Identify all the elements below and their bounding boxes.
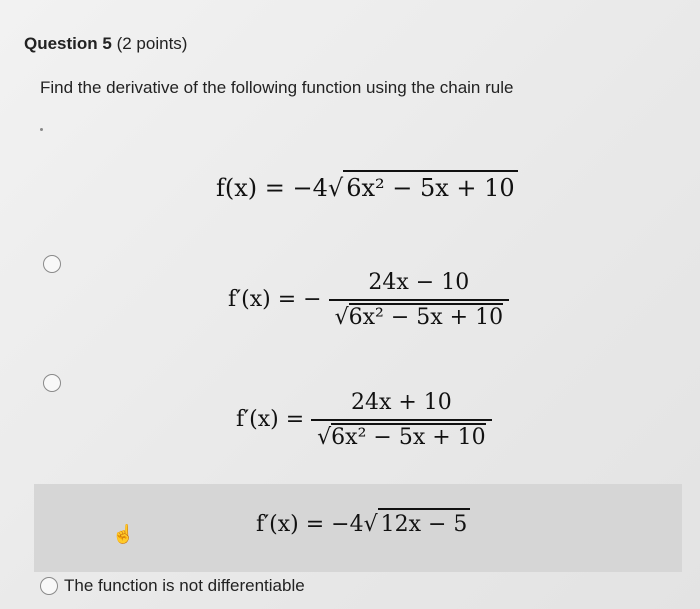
question-points: (2 points) — [116, 34, 188, 53]
function-radicand: 6x² − 5x + 10 — [343, 170, 518, 202]
stray-dot — [40, 128, 43, 131]
option-a-fraction — [329, 270, 510, 330]
option-b-numerator: 24x + 10 — [350, 390, 452, 415]
option-a-numerator: 24x − 10 — [368, 270, 470, 295]
option-b-denominator: √6x² − 5x + 10 — [311, 419, 492, 450]
question-prompt: Find the derivative of the following function using the chain rule — [40, 78, 514, 97]
option-c-expression[interactable] — [256, 508, 470, 537]
option-b-radio[interactable] — [43, 374, 61, 392]
question-number: Question 5 — [24, 34, 112, 53]
option-a-den-radicand: 6x² − 5x + 10 — [348, 305, 504, 330]
hand-pointer-icon: ☝ — [112, 524, 135, 544]
option-d-radio[interactable] — [40, 577, 58, 595]
question-title — [24, 34, 187, 54]
function-lhs: f(x) = −4 — [216, 174, 328, 202]
option-c-lhs: f′(x) = −4 — [256, 512, 364, 537]
option-a-radio[interactable] — [43, 255, 61, 273]
option-a-denominator: √6x² − 5x + 10 — [329, 299, 510, 330]
option-b-expression[interactable] — [236, 390, 492, 450]
option-c-radical: √ 12x − 5 — [364, 508, 471, 537]
option-b-fraction — [311, 390, 492, 450]
option-b-lhs: f′(x) = — [236, 407, 305, 432]
option-a-expression[interactable] — [228, 270, 509, 330]
option-d-label[interactable]: The function is not differentiable — [64, 576, 305, 595]
function-expression — [216, 170, 518, 202]
function-radical: √ 6x² − 5x + 10 — [328, 170, 518, 202]
option-a-lhs: f′(x) = − — [228, 287, 322, 312]
option-b-den-radicand: 6x² − 5x + 10 — [331, 425, 486, 450]
option-c-radicand: 12x − 5 — [378, 508, 471, 537]
